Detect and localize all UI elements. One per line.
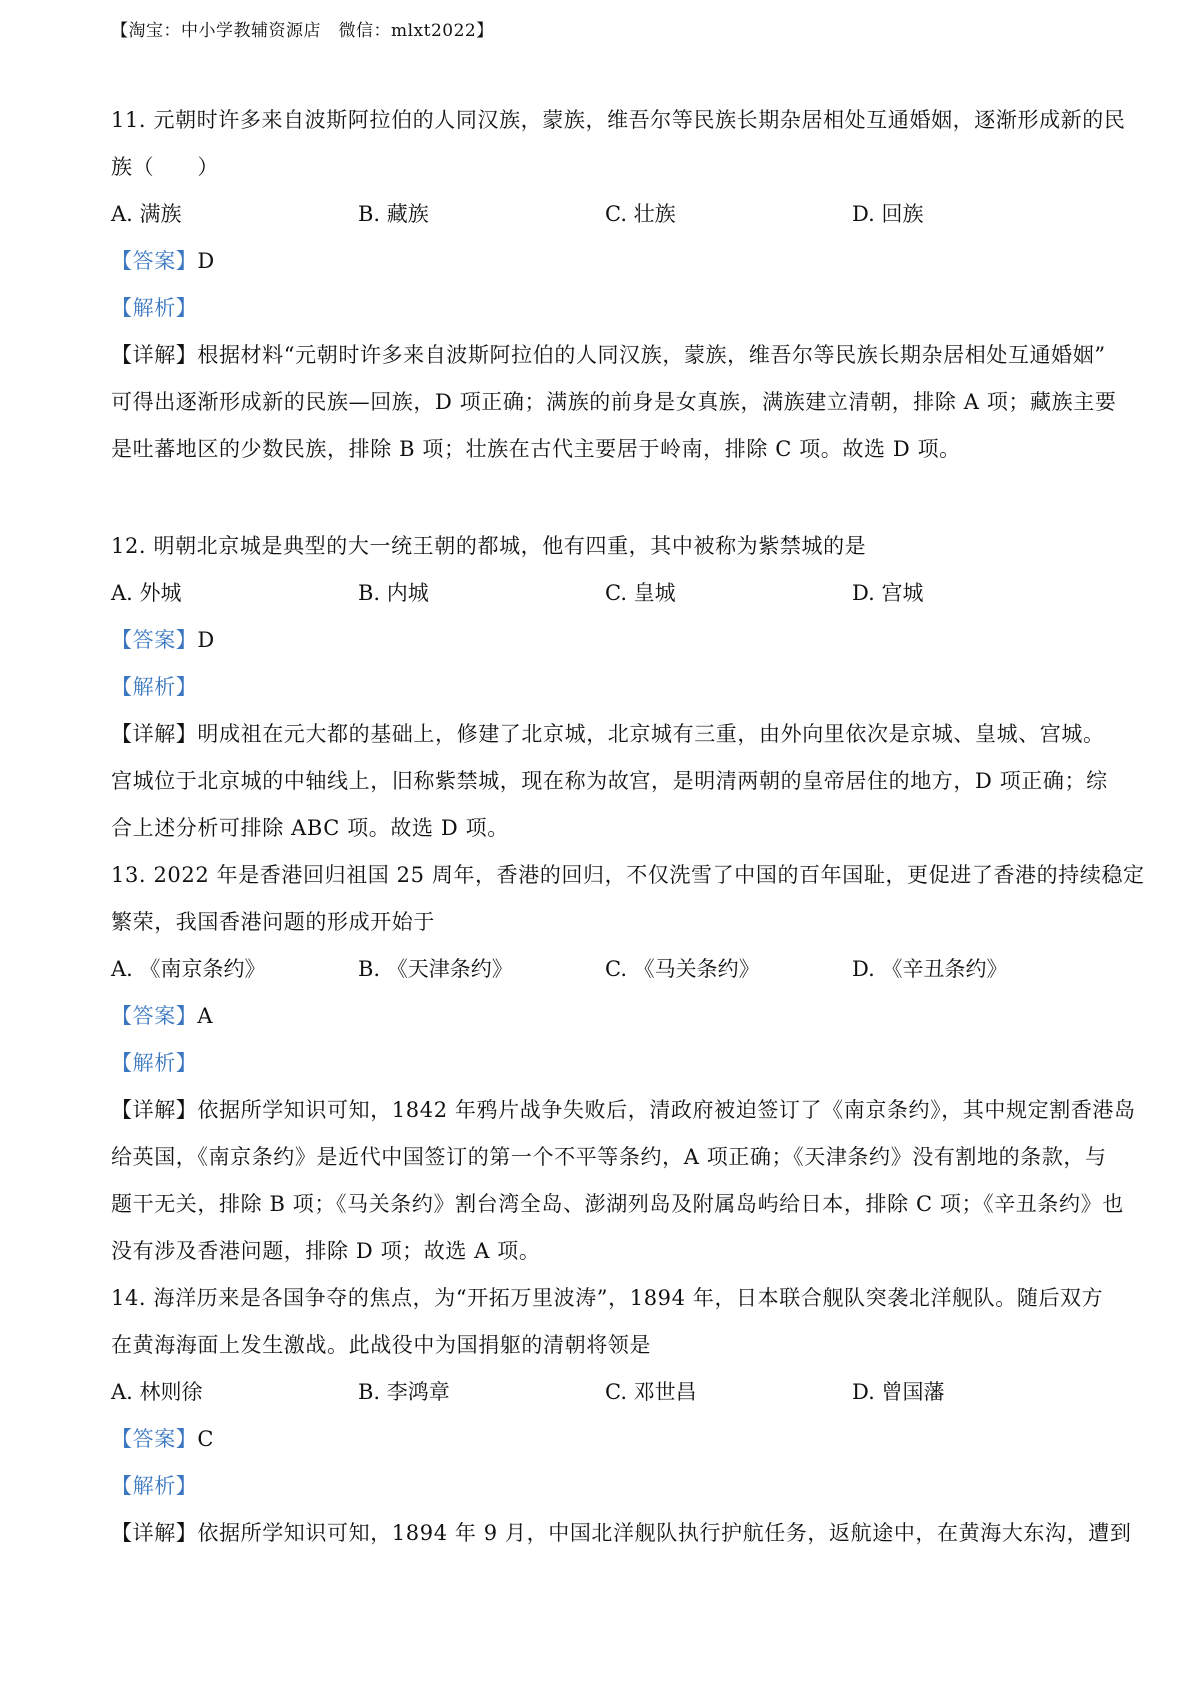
question-12-options [111,577,1101,607]
question-12-option-a: A. 外城 [111,581,182,605]
question-13-detail-line-4: 没有涉及香港问题，排除 D 项；故选 A 项。 [111,1239,541,1263]
question-11-option-d: D. 回族 [852,202,924,226]
question-11-stem-line-2: 族（ ） [111,155,219,179]
detail-label: 【详解】 [111,722,198,746]
question-14-options [111,1376,1101,1406]
question-14-analysis-label: 【解析】 [111,1474,198,1498]
answer-value: D [197,628,215,652]
question-12-option-b: B. 内城 [358,581,429,605]
answer-value: D [197,249,215,273]
answer-value: A [197,1004,214,1028]
question-11-detail-line-1 [111,339,1106,369]
question-14-stem-line-1: 14. 海洋历来是各国争夺的焦点，为“开拓万里波涛”，1894 年，日本联合舰队突袭北洋舰队。随后双方 [111,1286,1104,1310]
question-12-option-c: C. 皇城 [605,581,676,605]
question-12-option-d: D. 宫城 [852,581,924,605]
detail-text: 依据所学知识可知，1842 年鸦片战争失败后，清政府被迫签订了《南京条约》，其中规定割香港岛 [197,1098,1136,1122]
answer-label: 【答案】 [111,1004,198,1028]
question-14-option-d: D. 曾国藩 [852,1380,945,1404]
question-13-option-d: D. 《辛丑条约》 [852,957,1008,981]
question-14-answer [111,1423,214,1453]
question-14-detail-line-1 [111,1517,1131,1547]
question-14-option-a: A. 林则徐 [111,1380,203,1404]
detail-label: 【详解】 [111,1098,198,1122]
question-14-option-c: C. 邓世昌 [605,1380,697,1404]
question-11-answer [111,245,215,275]
question-11-detail-line-2: 可得出逐渐形成新的民族—回族，D 项正确；满族的前身是女真族，满族建立清朝，排除 A 项；藏族主要 [111,390,1117,414]
question-11-option-b: B. 藏族 [358,202,429,226]
question-13-option-b: B. 《天津条约》 [358,957,513,981]
answer-label: 【答案】 [111,628,198,652]
question-11-option-c: C. 壮族 [605,202,676,226]
question-12-detail-line-3: 合上述分析可排除 ABC 项。故选 D 项。 [111,816,509,840]
detail-text: 明成祖在元大都的基础上，修建了北京城，北京城有三重，由外向里依次是京城、皇城、宫城。 [197,722,1105,746]
question-12-answer [111,624,215,654]
question-13-analysis-label: 【解析】 [111,1051,198,1075]
page-header: 【淘宝：中小学教辅资源店 微信：mlxt2022】 [111,21,494,41]
question-12-detail-line-1 [111,718,1105,748]
question-14-option-b: B. 李鸿章 [358,1380,450,1404]
answer-label: 【答案】 [111,249,198,273]
detail-label: 【详解】 [111,1521,198,1545]
detail-text: 根据材料“元朝时许多来自波斯阿拉伯的人同汉族，蒙族，维吾尔等民族长期杂居相处互通婚姻” [197,343,1106,367]
question-12-stem-line-1: 12. 明朝北京城是典型的大一统王朝的都城，他有四重，其中被称为紫禁城的是 [111,534,867,558]
question-13-detail-line-2: 给英国，《南京条约》是近代中国签订的第一个不平等条约，A 项正确；《天津条约》没有割地的条款，与 [111,1145,1107,1169]
question-13-detail-line-3: 题干无关，排除 B 项；《马关条约》割台湾全岛、澎湖列岛及附属岛屿给日本，排除 C 项；《辛丑条约》也 [111,1192,1124,1216]
question-13-detail-line-1 [111,1094,1136,1124]
question-13-options [111,953,1101,983]
question-11-option-a: A. 满族 [111,202,182,226]
question-13-stem-line-1: 13. 2022 年是香港回归祖国 25 周年，香港的回归，不仅洗雪了中国的百年国耻，更促进了香港的持续稳定 [111,863,1145,887]
answer-value: C [197,1427,215,1451]
detail-text: 依据所学知识可知，1894 年 9 月，中国北洋舰队执行护航任务，返航途中，在黄海大东沟，遭到 [197,1521,1132,1545]
question-13-stem-line-2: 繁荣，我国香港问题的形成开始于 [111,910,435,934]
question-12-detail-line-2: 宫城位于北京城的中轴线上，旧称紫禁城，现在称为故宫，是明清两朝的皇帝居住的地方，D 项正确；综 [111,769,1108,793]
question-13-option-a: A. 《南京条约》 [111,957,266,981]
answer-label: 【答案】 [111,1427,198,1451]
question-13-option-c: C. 《马关条约》 [605,957,760,981]
question-11-options [111,198,1101,228]
question-13-answer [111,1000,213,1030]
question-11-stem-line-1: 11. 元朝时许多来自波斯阿拉伯的人同汉族，蒙族，维吾尔等民族长期杂居相处互通婚姻，逐渐形成新的民 [111,108,1126,132]
detail-label: 【详解】 [111,343,198,367]
question-11-detail-line-3: 是吐蕃地区的少数民族，排除 B 项；壮族在古代主要居于岭南，排除 C 项。故选 D 项。 [111,437,961,461]
question-11-analysis-label: 【解析】 [111,296,198,320]
question-12-analysis-label: 【解析】 [111,675,198,699]
question-14-stem-line-2: 在黄海海面上发生激战。此战役中为国捐躯的清朝将领是 [111,1333,651,1357]
